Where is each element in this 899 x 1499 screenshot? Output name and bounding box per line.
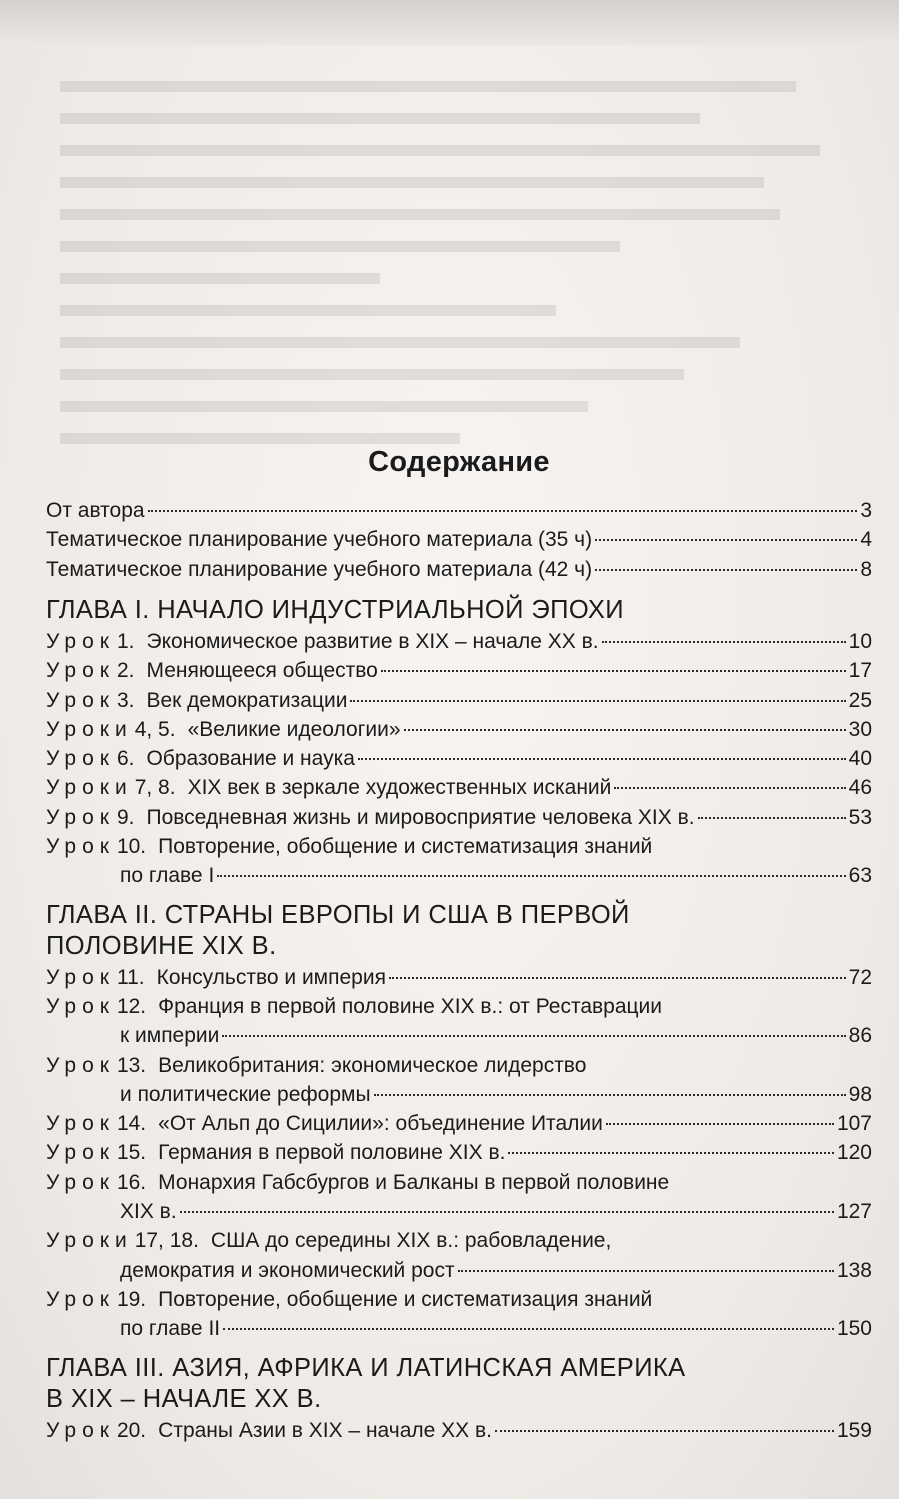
dot-leader bbox=[222, 1035, 845, 1037]
entry-label bbox=[46, 1227, 611, 1255]
toc-entry-lesson[interactable] bbox=[46, 628, 872, 656]
lesson-keyword: Урок bbox=[46, 659, 115, 683]
entry-label bbox=[46, 1169, 669, 1197]
lesson-keyword: Урок bbox=[46, 688, 115, 712]
lesson-keyword: Уроки bbox=[46, 1229, 133, 1253]
entry-label bbox=[46, 628, 599, 656]
lesson-title-cont: демократия и экономический рост bbox=[120, 1258, 455, 1282]
dot-leader bbox=[180, 1211, 834, 1213]
toc-entry-lesson-cont[interactable] bbox=[46, 1081, 872, 1109]
toc-entry-lesson[interactable] bbox=[46, 1110, 872, 1138]
lesson-number: 2. bbox=[116, 659, 135, 683]
dot-leader bbox=[381, 670, 846, 672]
entry-label bbox=[46, 556, 592, 584]
page-title: Содержание bbox=[368, 446, 550, 478]
page-number: 86 bbox=[848, 1024, 872, 1048]
page-number: 46 bbox=[848, 776, 872, 800]
toc-entry-lesson[interactable] bbox=[46, 687, 872, 715]
page-number: 8 bbox=[860, 557, 872, 581]
lesson-keyword: Урок bbox=[46, 994, 115, 1018]
lesson-title: Повседневная жизнь и мировосприятие человека XIX в. bbox=[146, 805, 695, 829]
toc-entry-lesson[interactable] bbox=[46, 1169, 872, 1197]
chapter-heading: В XIX – НАЧАЛЕ XX В. bbox=[46, 1384, 322, 1413]
lesson-title: Меняющееся общество bbox=[146, 659, 378, 683]
toc-entry-lesson[interactable] bbox=[46, 1052, 872, 1080]
lesson-number: 19. bbox=[116, 1287, 147, 1311]
page-number: 25 bbox=[848, 688, 872, 712]
dot-leader bbox=[595, 569, 857, 571]
lesson-title: Экономическое развитие в XIX – начале XX в. bbox=[146, 629, 599, 653]
page-number: 3 bbox=[860, 499, 872, 522]
dot-leader bbox=[698, 817, 846, 819]
lesson-title: Монархия Габсбургов и Балканы в первой половине bbox=[158, 1170, 670, 1194]
lesson-number: 4, 5. bbox=[134, 717, 176, 741]
entry-label bbox=[46, 1417, 492, 1445]
dot-leader bbox=[614, 787, 845, 789]
lesson-number: 11. bbox=[116, 965, 145, 989]
lesson-keyword: Урок bbox=[46, 805, 115, 829]
lesson-keyword: Урок bbox=[46, 1170, 115, 1194]
lesson-title-cont: по главе II bbox=[120, 1317, 221, 1341]
lesson-number: 3. bbox=[116, 688, 135, 712]
lesson-title-cont: по главе I bbox=[120, 864, 215, 888]
toc-entry-front[interactable] bbox=[46, 526, 872, 554]
entry-label bbox=[46, 1110, 603, 1138]
toc-entry-lesson[interactable] bbox=[46, 1139, 872, 1167]
dot-leader bbox=[148, 510, 858, 512]
dot-leader bbox=[602, 641, 846, 643]
dot-leader bbox=[508, 1152, 834, 1154]
toc-entry-lesson-cont[interactable] bbox=[46, 1022, 872, 1050]
lesson-keyword: Уроки bbox=[46, 717, 133, 741]
page-number: 63 bbox=[848, 864, 872, 888]
page-number: 107 bbox=[836, 1112, 872, 1136]
lesson-title: Германия в первой половине XIX в. bbox=[158, 1141, 506, 1165]
entry-label bbox=[46, 804, 695, 832]
entry-label bbox=[46, 716, 401, 744]
chapter-heading: ПОЛОВИНЕ XIX В. bbox=[46, 931, 277, 960]
lesson-title: Консульство и империя bbox=[156, 965, 386, 989]
page-number: 72 bbox=[848, 965, 872, 989]
lesson-title: Повторение, обобщение и систематизация знаний bbox=[158, 1287, 653, 1311]
dot-leader bbox=[595, 539, 857, 541]
entry-label bbox=[46, 993, 662, 1021]
lesson-title: XIX век в зеркале художественных исканий bbox=[187, 776, 612, 800]
toc-entry-lesson[interactable] bbox=[46, 804, 872, 832]
dot-leader bbox=[495, 1430, 834, 1432]
lesson-title-cont: к империи bbox=[120, 1024, 220, 1048]
entry-label bbox=[46, 774, 611, 802]
page-number: 127 bbox=[836, 1200, 872, 1223]
lesson-title: США до середины XIX в.: рабовладение, bbox=[210, 1229, 612, 1253]
entry-label bbox=[46, 1139, 505, 1167]
dot-leader bbox=[223, 1328, 834, 1330]
lesson-keyword: Урок bbox=[46, 1287, 115, 1311]
lesson-number: 14. bbox=[116, 1112, 147, 1136]
lesson-number: 1. bbox=[116, 629, 135, 653]
entry-text: От автора bbox=[46, 499, 145, 522]
dot-leader bbox=[458, 1270, 834, 1272]
entry-label bbox=[46, 745, 355, 773]
lesson-title: «От Альп до Сицилии»: объединение Италии bbox=[158, 1112, 603, 1136]
entry-label bbox=[46, 687, 347, 715]
lesson-keyword: Урок bbox=[46, 835, 115, 858]
toc-entry-lesson-cont[interactable] bbox=[46, 1315, 872, 1343]
toc-entry-lesson[interactable] bbox=[46, 745, 872, 773]
lesson-number: 17, 18. bbox=[134, 1229, 199, 1253]
toc-entry-lesson[interactable] bbox=[46, 774, 872, 802]
lesson-number: 16. bbox=[116, 1170, 147, 1194]
entry-label bbox=[46, 497, 145, 525]
toc-entry-front[interactable] bbox=[46, 497, 872, 525]
dot-leader bbox=[404, 729, 846, 731]
page-number: 159 bbox=[836, 1418, 872, 1442]
lesson-title: Век демократизации bbox=[146, 688, 348, 712]
page-number: 40 bbox=[848, 747, 872, 771]
toc-entry-lesson[interactable] bbox=[46, 657, 872, 685]
entry-label bbox=[46, 1315, 220, 1343]
page-number: 4 bbox=[860, 528, 872, 552]
dot-leader bbox=[217, 875, 845, 877]
entry-label bbox=[46, 1257, 455, 1285]
bleed-through-text bbox=[60, 60, 860, 490]
lesson-keyword: Урок bbox=[46, 1418, 115, 1442]
page-number: 150 bbox=[836, 1317, 872, 1341]
toc-entry-lesson[interactable] bbox=[46, 1227, 872, 1255]
lesson-title: Страны Азии в XIX – начале XX в. bbox=[158, 1418, 492, 1442]
lesson-number: 9. bbox=[116, 805, 135, 829]
entry-label bbox=[46, 862, 214, 890]
lesson-title: Великобритания: экономическое лидерство bbox=[158, 1053, 587, 1077]
lesson-keyword: Уроки bbox=[46, 776, 133, 800]
lesson-keyword: Урок bbox=[46, 1141, 115, 1165]
lesson-title: Франция в первой половине XIX в.: от Реставрации bbox=[158, 994, 663, 1018]
entry-label bbox=[46, 833, 652, 861]
page-number: 17 bbox=[848, 659, 872, 683]
entry-label bbox=[46, 964, 386, 992]
entry-label bbox=[46, 1081, 371, 1109]
toc-entry-lesson[interactable] bbox=[46, 1286, 872, 1314]
lesson-number: 6. bbox=[116, 747, 135, 771]
entry-text: Тематическое планирование учебного материала (42 ч) bbox=[46, 557, 593, 581]
lesson-title: «Великие идеологии» bbox=[187, 717, 401, 741]
lesson-keyword: Урок bbox=[46, 629, 115, 653]
toc-entry-lesson-cont[interactable] bbox=[46, 1257, 872, 1285]
entry-label bbox=[46, 1022, 219, 1050]
lesson-keyword: Урок bbox=[46, 1112, 115, 1136]
dot-leader bbox=[606, 1123, 834, 1125]
page-number: 98 bbox=[848, 1082, 872, 1106]
toc-entry-lesson[interactable] bbox=[46, 1417, 872, 1445]
page-number: 120 bbox=[836, 1141, 872, 1165]
lesson-keyword: Урок bbox=[46, 965, 115, 989]
lesson-number: 13. bbox=[116, 1053, 147, 1077]
lesson-number: 7, 8. bbox=[134, 776, 176, 800]
toc-entry-lesson-cont[interactable] bbox=[46, 1198, 872, 1226]
lesson-number: 12. bbox=[116, 994, 147, 1018]
page-number: 10 bbox=[848, 629, 872, 653]
dot-leader bbox=[350, 700, 845, 702]
toc-entry-lesson[interactable] bbox=[46, 716, 872, 744]
dot-leader bbox=[358, 758, 846, 760]
page-number: 30 bbox=[848, 717, 872, 741]
entry-label bbox=[46, 1052, 586, 1080]
page-number: 53 bbox=[848, 805, 872, 829]
entry-label bbox=[46, 526, 592, 554]
lesson-title: Повторение, обобщение и систематизация знаний bbox=[158, 835, 653, 858]
lesson-title: Образование и наука bbox=[146, 747, 355, 771]
lesson-title-cont: XIX в. bbox=[120, 1200, 177, 1223]
lesson-number: 15. bbox=[116, 1141, 147, 1165]
entry-text: Тематическое планирование учебного материала (35 ч) bbox=[46, 528, 593, 552]
toc-entry-lesson-cont[interactable] bbox=[46, 862, 872, 890]
toc-entry-lesson[interactable] bbox=[46, 833, 872, 861]
toc-entry-front[interactable] bbox=[46, 556, 872, 584]
toc-entry-lesson[interactable] bbox=[46, 993, 872, 1021]
entry-label bbox=[46, 1286, 652, 1314]
lesson-title-cont: и политические реформы bbox=[120, 1082, 371, 1106]
page-top-edge bbox=[0, 0, 899, 46]
chapter-heading: ГЛАВА II. СТРАНЫ ЕВРОПЫ И США В ПЕРВОЙ bbox=[46, 900, 630, 929]
page-number: 138 bbox=[836, 1258, 872, 1282]
entry-label bbox=[46, 1198, 177, 1226]
lesson-keyword: Урок bbox=[46, 1053, 115, 1077]
chapter-heading: ГЛАВА III. АЗИЯ, АФРИКА И ЛАТИНСКАЯ АМЕРИКА bbox=[46, 1353, 686, 1382]
lesson-number: 20. bbox=[116, 1418, 147, 1442]
lesson-number: 10. bbox=[116, 835, 147, 858]
dot-leader bbox=[374, 1094, 846, 1096]
lesson-keyword: Урок bbox=[46, 747, 115, 771]
entry-label bbox=[46, 657, 378, 685]
toc-entry-lesson[interactable] bbox=[46, 964, 872, 992]
chapter-heading: ГЛАВА I. НАЧАЛО ИНДУСТРИАЛЬНОЙ ЭПОХИ bbox=[46, 595, 625, 624]
dot-leader bbox=[389, 977, 846, 979]
